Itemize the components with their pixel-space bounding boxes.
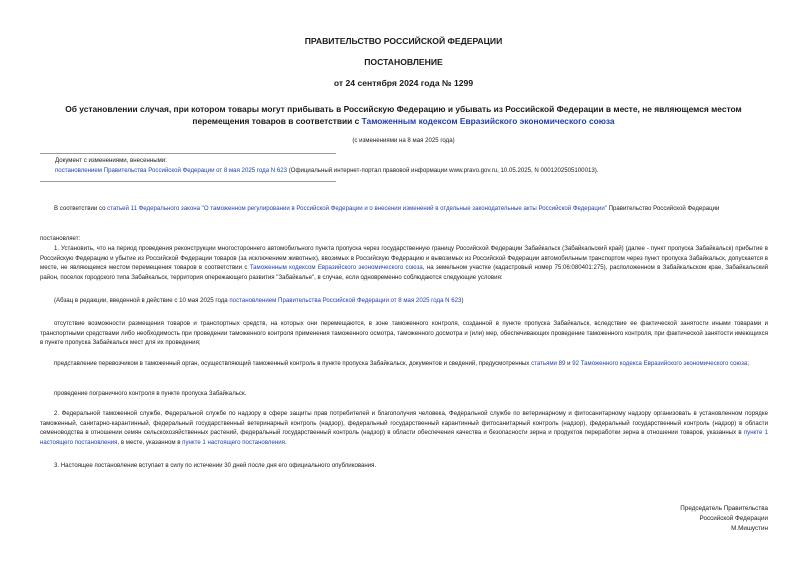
paragraph-2-link-1[interactable]: пункте 1 настоящего постановления [40,429,768,446]
government-heading: ПРАВИТЕЛЬСТВО РОССИЙСКОЙ ФЕДЕРАЦИИ [304,36,503,46]
paragraph-2-link-2[interactable]: пункте 1 настоящего постановления [182,438,285,446]
preamble-text: В соответствии со [54,205,108,212]
resolves-line: постановляет: [40,235,81,242]
title-text: Об установлении случая, при котором товары могут прибывать в Российскую Федерацию и убывать из Российской Федерации в месте, не являющемся местом перемещения товаров в соответствии с [65,104,742,126]
document-changes-label: Документ с изменениями, внесенными: [55,157,167,164]
signature-name: М.Мишустин [731,525,768,532]
paragraph-2 [40,409,768,447]
condition-2-conj: и [565,360,573,367]
federal-law-link[interactable]: статьей 11 Федерального закона "О таможенном регулировании в Российской Федерации и о внесении изменений в отдельные законодательные акты Российской Федерации" [107,205,607,212]
preamble-text-end: Правительство Российской Федерации [606,205,720,212]
paragraph-1-note-link[interactable]: постановлением Правительства Российской Федерации от 8 мая 2025 года N 623 [229,297,462,304]
paragraph-3: 3. Настоящее постановление вступает в силу по истечении 30 дней после дня его официального опубликования. [54,462,377,469]
condition-1: отсутствие возможности размещения товаров и транспортных средств, на которых они перемещаются, в зоне таможенного контроля, созданной в пункте пропуска Забайкальск, вследствие ее фактической занятости иными товарами и транспортными средствами либо необходимость при проведении таможенного контроля применения таможенного осмотра, таможенного досмотра и (или) мер, обеспечивающих проведение таможенного контроля, при фактической занятости имеющихся в пункте пропуска Забайкальск мест для их проведения; [40,320,768,347]
document-title [40,103,767,127]
condition-2-end: ; [747,360,749,367]
paragraph-1-note-text: (Абзац в редакции, введенной в действие с 10 мая 2025 года [54,297,230,304]
paragraph-1-customs-code-link[interactable]: Таможенным кодексом Евразийского экономического союза [249,264,423,272]
title-link-customs-code[interactable]: Таможенным кодексом Евразийского экономического союза [361,116,615,126]
document-changes-line [55,166,775,176]
amending-resolution-source: (Официальный интернет-портал правовой информации www.pravo.gov.ru, 10.05.2025, N 0001202505100013). [287,167,599,174]
condition-2-text: представление перевозчиком в таможенный орган, осуществляющий таможенный контроль в пункте пропуска Забайкальск, документов и сведений, предусмотренных [54,360,532,367]
paragraph-1-text: 1. Установить, что на период проведения реконструкции многостороннего автомобильного пункта пропуска через государственную границу Российской Федерации Забайкальск (Забайкальский край) (далее - пункт пропуска Забайкальск) прибытие в Российскую Федерацию и убытие из Российской Федерации товаров (за исключением животных), ввозимых в Российскую Федерацию и вывозимых из Российской Федерации автомобильным транспортом через пункт пропуска Забайкальск, допускается в месте, не являющемся местом перемещения товаров в соответствии с [40,245,768,272]
document-changes-block [55,156,775,176]
paragraph-2-end: . [284,438,287,446]
changes-note: (с изменениями на 8 мая 2025 года) [352,137,455,144]
signature-block [680,504,768,534]
divider-bottom [40,181,336,182]
paragraph-1-text-end: , на земельном участке (кадастровый номер 75:06:080401:275), расположенном в Забайкальском крае, Забайкальский район, поселок городского типа Забайкальск, территория опережающего развития "Забайкалье", в случае, если одновременно соблюдаются следующие условия: [40,264,768,281]
divider-top [40,153,336,154]
signature-line-1: Председатель Правительства [680,505,768,512]
document-type: ПОСТАНОВЛЕНИЕ [364,57,443,67]
paragraph-2-text: 2. Федеральной таможенной службе, Федеральной службе по надзору в сфере защиты прав потребителей и благополучия человека, Федеральной службе по ветеринарному и фитосанитарному надзору организовать в установленном порядке таможенный, санитарно-карантинный, федеральный государственный ветеринарный контроль (надзор), федеральный государственный карантинный фитосанитарный контроль (надзор), федеральный государственный контроль (надзор) в области семеноводства в отношении семян сельскохозяйственных растений, федеральный государственный контроль (надзор) в области обеспечения качества и безопасности зерна и продуктов переработки зерна в отношении товаров, указанных в [40,410,768,437]
paragraph-1-note [40,296,768,306]
condition-2 [40,359,768,369]
condition-3: проведение пограничного контроля в пункте пропуска Забайкальск. [54,390,247,397]
paragraph-1-note-end: ) [461,297,464,304]
paragraph-2-mid: , в месте, указанном в [117,438,183,446]
amending-resolution-link[interactable]: постановлением Правительства Российской Федерации от 8 мая 2025 года N 623 [55,167,288,174]
article-89-link[interactable]: статьями 89 [531,360,566,367]
article-92-link[interactable]: 92 Таможенного кодекса Евразийского экономического союза [572,360,748,367]
document-date-number: от 24 сентября 2024 года № 1299 [333,78,474,88]
signature-line-2: Российской Федерации [699,515,768,522]
paragraph-1 [40,244,768,282]
preamble-paragraph [40,204,768,214]
